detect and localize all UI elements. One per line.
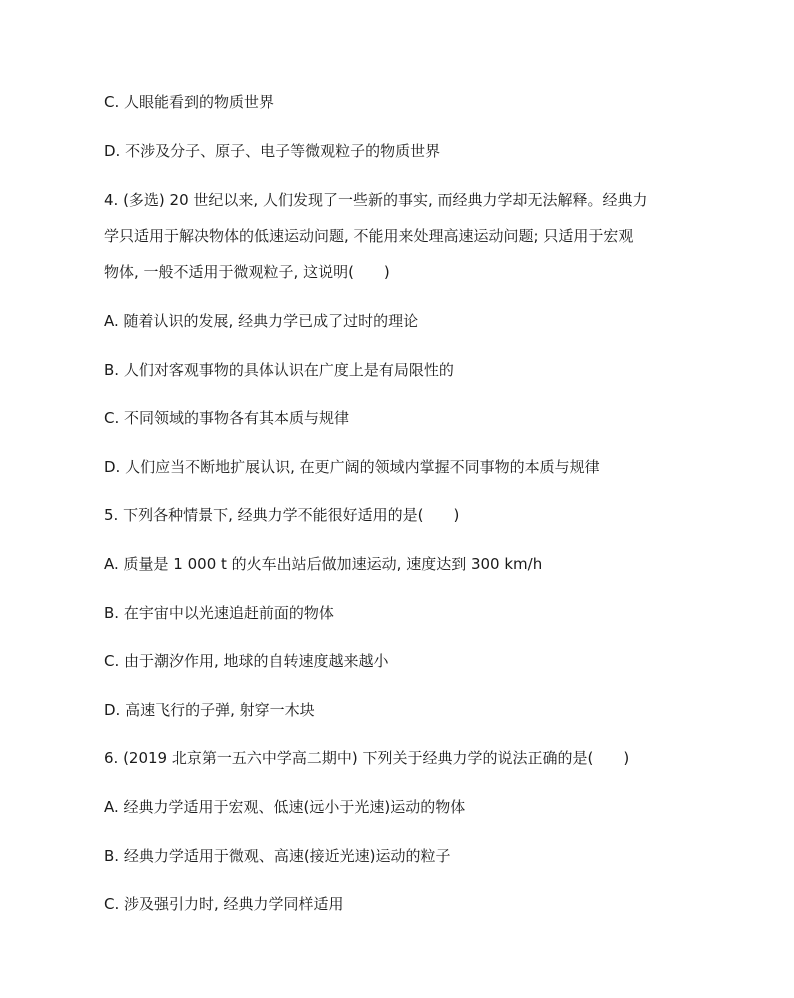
q5-stem: 5. 下列各种情景下, 经典力学不能很好适用的是( ) [104,506,460,524]
q5-option-d: D. 高速飞行的子弹, 射穿一木块 [104,701,315,719]
q6-option-b: B. 经典力学适用于微观、高速(接近光速)运动的粒子 [104,847,451,865]
q4-option-a: A. 随着认识的发展, 经典力学已成了过时的理论 [104,312,419,330]
q4-option-b: B. 人们对客观事物的具体认识在广度上是有局限性的 [104,361,454,379]
q5-option-a: A. 质量是 1 000 t 的火车出站后做加速运动, 速度达到 300 km/h [104,555,543,573]
q3-option-c: C. 人眼能看到的物质世界 [104,93,275,111]
q5-option-c: C. 由于潮汐作用, 地球的自转速度越来越小 [104,652,389,670]
q6-option-a: A. 经典力学适用于宏观、低速(远小于光速)运动的物体 [104,798,466,816]
q4-stem-line-1: 4. (多选) 20 世纪以来, 人们发现了一些新的事实, 而经典力学却无法解释。经典力 [104,191,648,209]
q4-stem-line-2: 学只适用于解决物体的低速运动问题, 不能用来处理高速运动问题; 只适用于宏观 [104,227,634,245]
q4-option-d: D. 人们应当不断地扩展认识, 在更广阔的领域内掌握不同事物的本质与规律 [104,458,600,476]
q6-stem: 6. (2019 北京第一五六中学高二期中) 下列关于经典力学的说法正确的是( ) [104,749,630,767]
q5-option-b: B. 在宇宙中以光速追赶前面的物体 [104,604,334,622]
q4-option-c: C. 不同领域的事物各有其本质与规律 [104,409,350,427]
q6-option-c: C. 涉及强引力时, 经典力学同样适用 [104,895,344,913]
q3-option-d: D. 不涉及分子、原子、电子等微观粒子的物质世界 [104,142,441,160]
q4-stem-line-3: 物体, 一般不适用于微观粒子, 这说明( ) [104,263,390,281]
